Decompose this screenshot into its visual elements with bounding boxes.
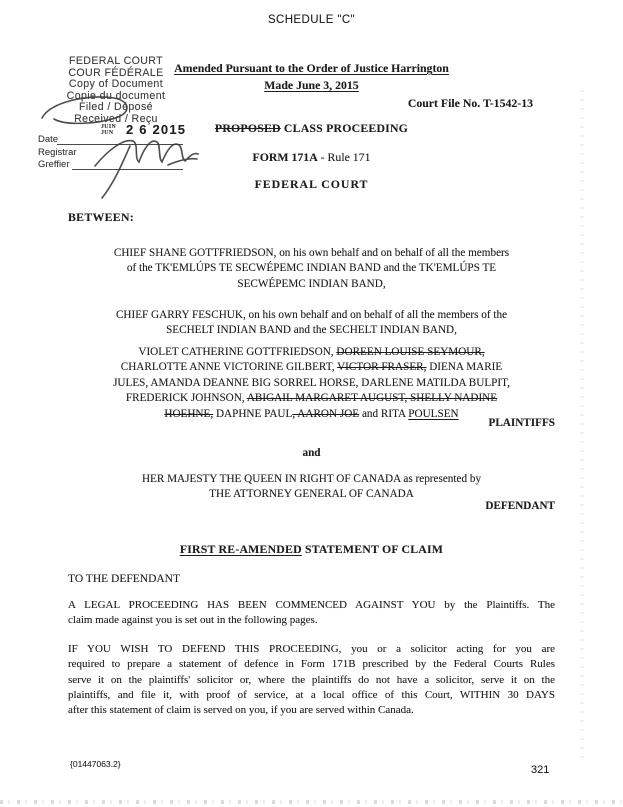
- stamp-month-fr: JUIN: [101, 124, 117, 130]
- names-segment-struck: HOEHNE,: [164, 407, 214, 420]
- legal-proceeding-paragraph: [68, 598, 555, 629]
- stamp-date-label: Date: [38, 134, 59, 145]
- page-number: 321: [531, 764, 550, 776]
- text-line: A LEGAL PROCEEDING HAS BEEN COMMENCED AGAINST YOU by the Plaintiffs. The: [68, 599, 555, 611]
- federal-court-heading: FEDERAL COURT: [254, 177, 369, 191]
- names-segment: FREDERICK JOHNSON,: [125, 392, 247, 405]
- text-line: of the TK'EMLÚPS TE SECWÉPEMC INDIAN BAND and the TK'EMLÚPS TE: [126, 262, 497, 275]
- text-line: COUR FÉDÉRALE: [68, 66, 164, 79]
- claim-title-underlined: FIRST RE-AMENDED: [179, 542, 302, 556]
- and-separator: and: [302, 447, 321, 459]
- text-line: [68, 360, 555, 375]
- text-line: FEDERAL COURT: [68, 55, 164, 67]
- court-file-number: Court File No. T-1542-13: [407, 96, 533, 110]
- text-line: after this statement of claim is served on you, if you are served within Canada.: [68, 704, 414, 717]
- scan-edge-noise-right: [580, 90, 584, 760]
- text-line: Filed / Déposé: [79, 101, 153, 113]
- names-segment: CHARLOTTE ANNE VICTORINE GILBERT,: [120, 361, 338, 374]
- names-segment-struck: , AARON JOE: [292, 407, 360, 420]
- between-label: BETWEEN:: [68, 210, 134, 224]
- document-control-number: {01447063.2}: [70, 759, 121, 769]
- claim-title-rest: STATEMENT OF CLAIM: [301, 542, 444, 556]
- proceeding-rest: CLASS PROCEEDING: [280, 121, 409, 135]
- text-line: Copie du document: [66, 89, 166, 102]
- form-heading: [0, 150, 623, 165]
- filed-circle-mark: [42, 97, 127, 123]
- claim-title: [68, 542, 555, 557]
- text-line: [68, 376, 555, 391]
- to-the-defendant-line: TO THE DEFENDANT: [68, 573, 181, 585]
- stamp-registrar-label: Registrar: [38, 147, 77, 158]
- stamp-greffier-label: Greffier: [38, 159, 70, 170]
- scan-edge-noise-bottom: [0, 800, 623, 804]
- text-line: CHIEF SHANE GOTTFRIEDSON, on his own behalf and on behalf of all the members: [113, 247, 510, 259]
- text-line: Copy of Document: [68, 78, 164, 90]
- plaintiff-paragraph-gottfriedson: [68, 246, 555, 292]
- text-line: Received / Reçu: [74, 112, 158, 125]
- text-line: SECHELT INDIAN BAND and the SECHELT INDIAN BAND,: [166, 324, 457, 337]
- proposed-struck-word: PROPOSED: [214, 121, 281, 135]
- names-segment: and RITA: [359, 407, 409, 420]
- plaintiff-paragraph-feschuk: [68, 308, 555, 339]
- stamp-month-en: JUN: [101, 129, 114, 136]
- names-segment: VIOLET CATHERINE GOTTFRIEDSON,: [138, 346, 337, 358]
- text-line: required to prepare a statement of defence in Form 171B prescribed by the Federal Courts Rules: [68, 658, 555, 671]
- schedule-label: SCHEDULE "C": [267, 14, 356, 26]
- plaintiffs-label: PLAINTIFFS: [488, 417, 555, 429]
- text-line: [68, 345, 555, 360]
- plaintiff-paragraph-individuals: [68, 345, 555, 422]
- amended-line-1: Amended Pursuant to the Order of Justice Harrington: [174, 61, 449, 75]
- defend-proceeding-paragraph: [68, 642, 555, 718]
- text-line: serve it on the plaintiffs' solicitor or, where the plaintiffs do not have a solicitor, serve it on the: [68, 673, 555, 686]
- text-line: claim made against you is set out in the following pages.: [68, 614, 318, 627]
- names-segment: DIENA MARIE: [426, 361, 503, 374]
- text-line: SECWÉPEMC INDIAN BAND,: [237, 277, 386, 290]
- names-segment: DAPHNE PAUL: [213, 407, 293, 420]
- form-number: FORM 171A: [252, 150, 318, 164]
- text-line: HER MAJESTY THE QUEEN IN RIGHT OF CANADA as represented by: [141, 473, 482, 485]
- text-line: THE ATTORNEY GENERAL OF CANADA: [209, 488, 414, 501]
- text-line: [68, 391, 555, 406]
- amended-pursuant-heading: [0, 60, 623, 94]
- text-line: plaintiffs, and file it, with proof of service, at a local office of this Court, WITHIN 30 DAYS: [68, 688, 555, 701]
- names-segment-struck: DOREEN LOUISE SEYMOUR,: [336, 346, 485, 358]
- names-segment-struck: VICTOR FRASER,: [337, 361, 427, 374]
- form-rule: - Rule 171: [317, 150, 371, 164]
- defendant-label: DEFENDANT: [485, 500, 555, 512]
- names-segment-underlined: POULSEN: [408, 407, 459, 420]
- text-line: IF YOU WISH TO DEFEND THIS PROCEEDING, you or a solicitor acting for you are: [68, 643, 555, 655]
- amended-line-2: Made June 3, 2015: [264, 78, 359, 92]
- text-line: CHIEF GARRY FESCHUK, on his own behalf and on behalf of all the members of the: [115, 309, 508, 321]
- names-segment-struck: ABIGAIL MARGARET AUGUST, SHELLY NADINE: [246, 392, 498, 405]
- stamp-date-value: 2 6 2015: [126, 122, 187, 137]
- proceeding-heading: [0, 121, 623, 136]
- names-segment: JULES, AMANDA DEANNE BIG SORREL HORSE, DARLENE MATILDA BULPIT,: [113, 376, 510, 389]
